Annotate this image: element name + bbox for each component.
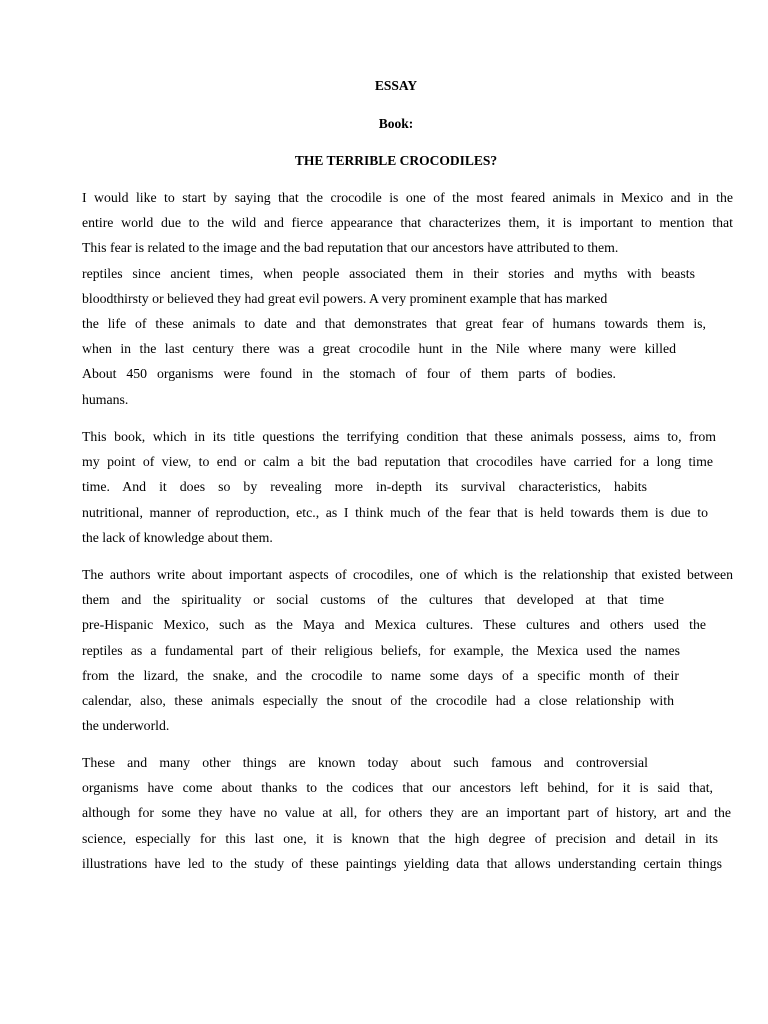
paragraph-1 [82,185,733,412]
book-title: THE TERRIBLE CROCODILES? [294,153,498,168]
paragraph-line: I would like to start by saying that the crocodile is one of the most feared animals in Mexico and in the [82,190,733,205]
paragraph-line: them and the spirituality or social customs of the cultures that developed at that time [82,592,664,608]
paragraph-line: reptiles as a fundamental part of their religious beliefs, for example, the Mexica used the names [82,642,680,658]
paragraph-line: About 450 organisms were found in the stomach of four of them parts of bodies. [82,366,616,382]
paragraph-line: calendar, also, these animals especially the snout of the crocodile had a close relationship with [82,692,674,708]
paragraph-3 [82,562,733,738]
paragraph-line: my point of view, to end or calm a bit the bad reputation that crocodiles have carried for a long time [82,454,713,470]
paragraph-line: although for some they have no value at all, for others they are an important part of history, art and the [82,805,731,821]
paragraph-line: time. And it does so by revealing more in-depth its survival characteristics, habits [82,479,647,495]
paragraph-line: organisms have come about thanks to the codices that our ancestors left behind, for it is said that, [82,780,713,796]
paragraph-line: The authors write about important aspects of crocodiles, one of which is the relationship that existed between [82,567,733,582]
paragraph-line: from the lizard, the snake, and the crocodile to name some days of a specific month of their [82,667,679,683]
paragraph-line: entire world due to the wild and fierce appearance that characterizes them, it is important to mention that [82,215,733,231]
paragraph-line: This fear is related to the image and the bad reputation that our ancestors have attributed to them. [82,240,619,256]
paragraph-line: the underworld. [82,718,170,734]
paragraph-line: science, especially for this last one, it is known that the high degree of precision and detail in its [82,830,718,846]
paragraph-line: nutritional, manner of reproduction, etc., as I think much of the fear that is held towards them is due to [82,504,708,520]
paragraph-line: These and many other things are known today about such famous and controversial [82,755,648,770]
paragraph-line: humans. [82,391,129,407]
paragraph-line: the life of these animals to date and that demonstrates that great fear of humans towards them is, [82,315,706,331]
paragraph-line: when in the last century there was a great crocodile hunt in the Nile where many were killed [82,341,676,357]
paragraph-line: pre-Hispanic Mexico, such as the Maya and Mexica cultures. These cultures and others used the [82,617,706,633]
book-heading: Book: [378,116,414,131]
paragraph-line: This book, which in its title questions the terrifying condition that these animals possess, aims to, from [82,429,716,444]
paragraph-line: bloodthirsty or believed they had great evil powers. A very prominent example that has marked [82,290,608,306]
paragraph-4 [82,750,733,876]
paragraph-2 [82,424,733,550]
essay-heading: ESSAY [374,78,418,93]
paragraph-line: reptiles since ancient times, when people associated them in their stories and myths with beasts [82,265,695,281]
paragraph-line: illustrations have led to the study of these paintings yielding data that allows understanding certain things [82,855,722,871]
paragraph-line: the lack of knowledge about them. [82,529,273,545]
